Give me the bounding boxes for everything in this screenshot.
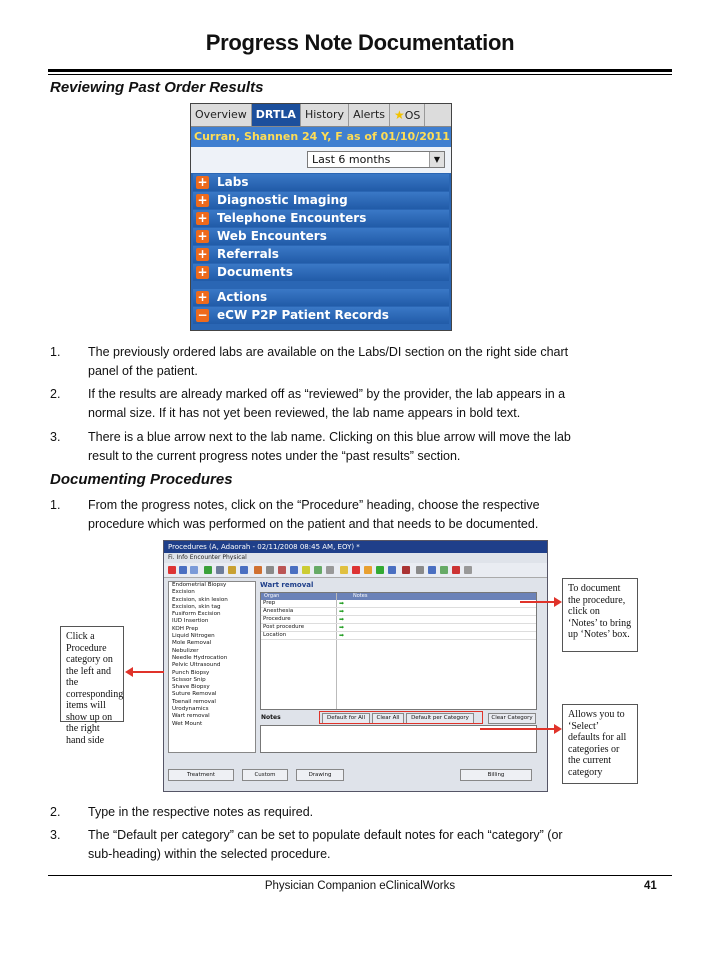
toolbar-icon[interactable] (428, 566, 436, 574)
clear-all-button[interactable]: Clear All (372, 713, 404, 724)
drtla-panel-screenshot (190, 103, 452, 331)
toolbar-icon[interactable] (179, 566, 187, 574)
minus-icon: − (197, 308, 208, 322)
green-arrow-icon[interactable]: ➡ (339, 616, 345, 623)
callout-arrow-head (554, 597, 562, 607)
clear-category-button[interactable]: Clear Category (488, 713, 536, 724)
procedures-screenshot (50, 538, 642, 796)
list-item: The previously ordered labs are available on the Labs/DI section on the right side chart panel of the patient. (88, 345, 569, 378)
tab-overview[interactable]: Overview (191, 104, 252, 126)
green-arrow-icon[interactable]: ➡ (339, 632, 345, 639)
callout-arrow (520, 601, 556, 603)
page-title: Progress Note Documentation (205, 30, 515, 55)
tab-drtla[interactable]: DRTLA (252, 104, 301, 126)
toolbar-icon[interactable] (326, 566, 334, 574)
list-item: There is a blue arrow next to the lab name. Clicking on this blue arrow will move the lab result to the current progress notes under the “past results” section. (88, 430, 571, 463)
list-number: 2. (50, 387, 61, 401)
callout-arrow (132, 671, 164, 673)
tab-os[interactable]: ★OS (390, 104, 425, 126)
green-arrow-icon[interactable]: ➡ (339, 624, 345, 631)
toolbar-icon[interactable] (302, 566, 310, 574)
list-number: 3. (50, 828, 61, 842)
procedure-heading: Wart removal (260, 581, 314, 589)
callout-arrow-head (554, 724, 562, 734)
menu-actions[interactable]: + Actions (193, 289, 449, 306)
grid-row-location[interactable]: Location ➡ (261, 632, 536, 640)
period-row (191, 147, 451, 173)
menu-documents[interactable]: + Documents (193, 264, 449, 281)
toolbar-icon[interactable] (290, 566, 298, 574)
toolbar-icon[interactable] (402, 566, 410, 574)
callout-left: Click a Procedure category on the left and the corresponding items will show up on the right hand side (60, 626, 124, 722)
toolbar-icon[interactable] (464, 566, 472, 574)
section-heading-reviewing: Reviewing Past Order Results (50, 79, 264, 96)
menu-gap (191, 282, 451, 288)
footer-rule (48, 875, 672, 876)
default-per-category-button[interactable]: Default per Category (406, 713, 474, 724)
list-item: If the results are already marked off as “reviewed” by the provider, the lab appears in a normal size. If it has not yet been reviewed, the lab name appears in bold text. (88, 387, 566, 420)
toolbar-icon[interactable] (388, 566, 396, 574)
menu-diagnostic-imaging[interactable]: + Diagnostic Imaging (193, 192, 449, 209)
plus-icon: + (197, 265, 208, 279)
plus-icon: + (197, 193, 208, 207)
callout-arrow (480, 728, 556, 730)
toolbar-icon[interactable] (352, 566, 360, 574)
drtla-tabs (191, 104, 451, 127)
grid-row-post-procedure[interactable]: Post procedure ➡ (261, 624, 536, 632)
period-select[interactable]: Last 6 months ▼ (307, 151, 445, 168)
toolbar-icon[interactable] (440, 566, 448, 574)
toolbar-icon[interactable] (190, 566, 198, 574)
toolbar-icon[interactable] (228, 566, 236, 574)
notes-bar (260, 712, 538, 724)
list-item: The “Default per category” can be set to populate default notes for each “category” (or sub-heading) within the selected procedure. (88, 828, 563, 861)
notes-label: Notes (261, 714, 281, 721)
menu-labs[interactable]: + Labs (193, 174, 449, 191)
plus-icon: + (197, 211, 208, 225)
green-arrow-icon[interactable]: ➡ (339, 608, 345, 615)
toolbar-icon[interactable] (452, 566, 460, 574)
toolbar-icon[interactable] (364, 566, 372, 574)
list-number: 1. (50, 345, 61, 359)
plus-icon: + (197, 290, 208, 304)
window-bottom-bar (164, 767, 547, 781)
toolbar-icon[interactable] (376, 566, 384, 574)
toolbar-icon[interactable] (168, 566, 176, 574)
menu-ecw-p2p-records[interactable]: − eCW P2P Patient Records (193, 307, 449, 324)
toolbar-icon[interactable] (278, 566, 286, 574)
plus-icon: + (197, 175, 208, 189)
treatment-button[interactable]: Treatment (168, 769, 234, 781)
green-arrow-icon[interactable]: ➡ (339, 600, 345, 607)
toolbar-icon[interactable] (240, 566, 248, 574)
grid-row-anesthesia[interactable]: Anesthesia ➡ (261, 608, 536, 616)
list-item: Type in the respective notes as required. (88, 805, 314, 819)
toolbar-icon[interactable] (254, 566, 262, 574)
list-number: 3. (50, 430, 61, 444)
toolbar-icon[interactable] (340, 566, 348, 574)
menu-web-encounters[interactable]: + Web Encounters (193, 228, 449, 245)
menu-referrals[interactable]: + Referrals (193, 246, 449, 263)
grid-row-prep[interactable]: Prep ➡ (261, 600, 536, 608)
plus-icon: + (197, 247, 208, 261)
custom-button[interactable]: Custom (242, 769, 288, 781)
title-rule-thin (48, 74, 672, 75)
toolbar-icon[interactable] (314, 566, 322, 574)
callout-right-top: To document the procedure, click on ‘Notes’ to bring up ‘Notes’ box. (562, 578, 638, 652)
patient-info-bar: Curran, Shannen 24 Y, F as of 01/10/2011 (191, 127, 451, 147)
procedures-window (163, 540, 548, 792)
procedure-category-list[interactable]: Endometrial Biopsy Excision Excision, skin lesion Excision, skin tag Fusiform Excision IUD Insertion KOH Prep Liquid Nitrogen Mole Removal Nebulizer Needle Hydrocation Pelvic Ultrasound Punch Biopsy Scissor Snip Shave Biopsy Suture Removal Toenail removal Urodynamics Wart removal Wet Mount (168, 581, 256, 753)
section-heading-procedures: Documenting Procedures (50, 471, 233, 488)
star-icon: ★ (394, 108, 405, 122)
callout-arrow-head (125, 667, 133, 677)
tab-history[interactable]: History (301, 104, 349, 126)
drawing-button[interactable]: Drawing (296, 769, 344, 781)
highlight-box (319, 711, 483, 724)
page-number: 41 (644, 880, 657, 892)
toolbar-icon[interactable] (416, 566, 424, 574)
procedure-grid[interactable] (260, 592, 537, 710)
grid-header: Organ Notes (261, 593, 536, 600)
toolbar-icon[interactable] (266, 566, 274, 574)
tab-alerts[interactable]: Alerts (349, 104, 390, 126)
list-item: From the progress notes, click on the “Procedure” heading, choose the respective procedure which was performed on the patient and that needs to be documented. (88, 498, 540, 531)
plus-icon: + (197, 229, 208, 243)
window-title: Procedures (A, Adaorah - 02/11/2008 08:45 AM, EOY) * (164, 541, 547, 553)
dropdown-arrow-icon: ▼ (429, 152, 444, 167)
title-rule-thick (48, 69, 672, 72)
list-number: 1. (50, 498, 61, 512)
toolbar-icon[interactable] (204, 566, 212, 574)
billing-button[interactable]: Billing (460, 769, 532, 781)
window-menu[interactable]: Fi. Info Encounter Physical (168, 554, 247, 561)
toolbar-icon[interactable] (216, 566, 224, 574)
window-toolbar (164, 563, 547, 578)
callout-right-bottom: Allows you to ‘Select’ defaults for all categories or the current category (562, 704, 638, 784)
menu-telephone-encounters[interactable]: + Telephone Encounters (193, 210, 449, 227)
grid-row-procedure[interactable]: Procedure ➡ (261, 616, 536, 624)
default-for-all-button[interactable]: Default for All (322, 713, 370, 724)
page-footer: Physician Companion eClinicalWorks (264, 880, 456, 892)
list-number: 2. (50, 805, 61, 819)
